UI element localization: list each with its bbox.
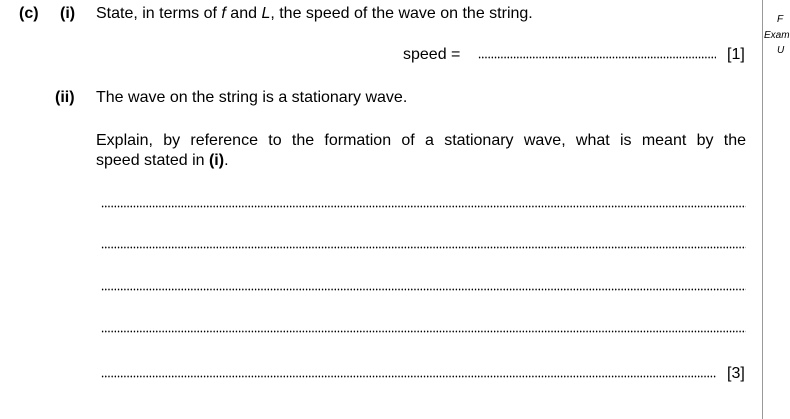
- variable-f: f: [221, 5, 226, 22]
- explain-instruction-line2: [96, 151, 229, 171]
- answer-line-4[interactable]: [101, 324, 746, 336]
- subpart-i-label: (i): [60, 5, 76, 22]
- subpart-i-marks: [1]: [727, 46, 745, 63]
- variable-L: L: [261, 5, 271, 22]
- answer-line-5[interactable]: [101, 369, 717, 381]
- prompt-start: State, in terms of: [96, 5, 222, 22]
- explain-line2-start: speed stated in: [96, 152, 209, 169]
- margin-text-1: F: [777, 14, 784, 25]
- margin-text-3: U: [777, 45, 785, 56]
- subpart-i-prompt: [96, 4, 533, 24]
- answer-line-1[interactable]: [101, 199, 746, 211]
- margin-text-2: Exam: [764, 30, 790, 41]
- examiner-margin-line: [762, 0, 763, 419]
- speed-answer-label: speed =: [403, 46, 461, 63]
- part-label: (c): [19, 5, 39, 22]
- prompt-end: , the speed of the wave on the string.: [270, 5, 533, 22]
- explain-instruction-line1: Explain, by reference to the formation of a stationary wave, what is meant by the: [96, 132, 746, 149]
- explain-reference: (i): [208, 152, 225, 169]
- explain-line2-end: .: [224, 152, 229, 169]
- subpart-ii-marks: [3]: [727, 365, 745, 382]
- answer-line-3[interactable]: [101, 282, 746, 294]
- speed-answer-line[interactable]: [478, 50, 716, 62]
- prompt-mid: and: [225, 5, 262, 22]
- subpart-ii-statement: The wave on the string is a stationary wave.: [96, 89, 408, 106]
- answer-line-2[interactable]: [101, 240, 746, 252]
- subpart-ii-label: (ii): [55, 89, 75, 106]
